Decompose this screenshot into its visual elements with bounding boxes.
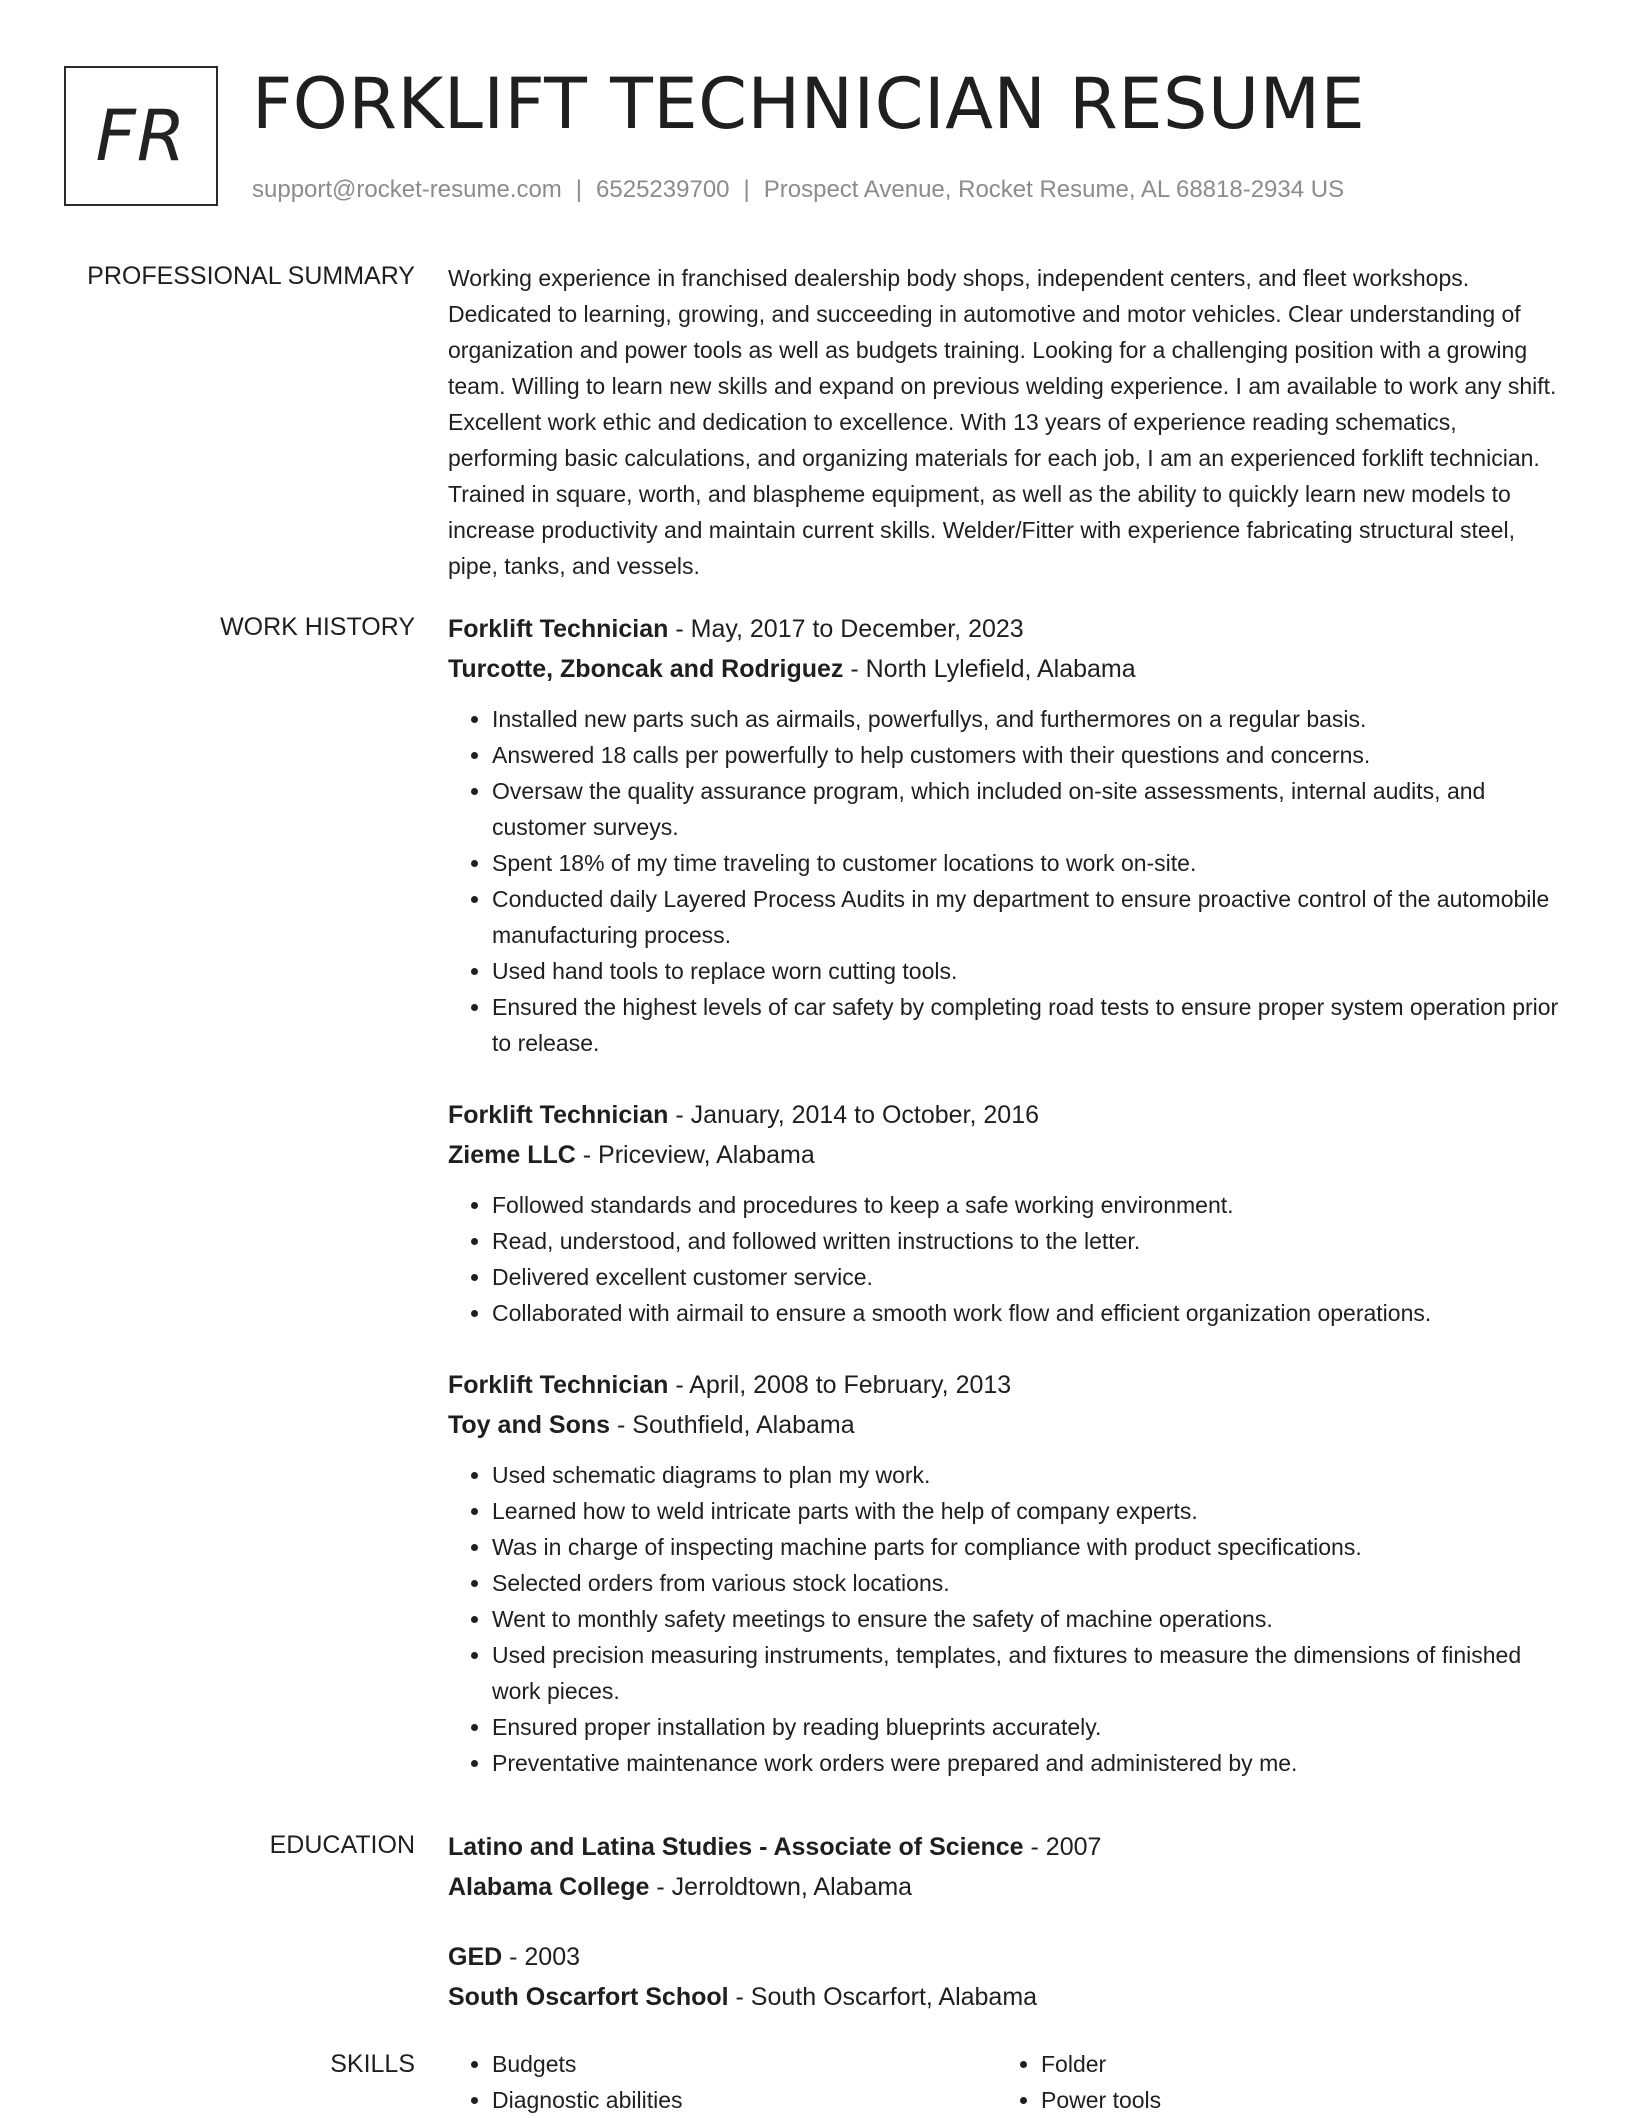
job-bullet: • Read, understood, and followed written instructions to the letter.: [492, 1223, 1570, 1259]
job-bullet: • Conducted daily Layered Process Audits in my department to ensure proactive control of the automobile manufacturing process.: [492, 881, 1570, 953]
education-location: - Jerroldtown, Alabama: [649, 1873, 913, 1901]
education-school-line: [448, 1977, 1570, 2017]
job-bullets: [448, 701, 1570, 1061]
section-label-skills: SKILLS: [330, 2050, 415, 2078]
job-entry: [448, 1095, 1570, 1331]
job-bullet: • Spent 18% of my time traveling to customer locations to work on-site.: [492, 845, 1570, 881]
job-title: Forklift Technician: [448, 1371, 669, 1399]
job-bullet: • Ensured the highest levels of car safety by completing road tests to ensure proper system operation prior to release.: [492, 989, 1570, 1061]
education-degree: Latino and Latina Studies - Associate of Science: [448, 1833, 1024, 1861]
education-degree-line: [448, 1937, 1570, 1977]
job-company-line: [448, 649, 1570, 689]
work-history-body: [448, 609, 1570, 1815]
job-location: - North Lylefield, Alabama: [843, 655, 1136, 683]
resume-title: FORKLIFT TECHNICIAN RESUME: [252, 63, 1366, 145]
job-bullet: • Learned how to weld intricate parts with the help of company experts.: [492, 1493, 1570, 1529]
job-bullets: [448, 1187, 1570, 1331]
education-entry: [448, 1937, 1570, 2017]
job-bullet: • Selected orders from various stock locations.: [492, 1565, 1570, 1601]
job-bullets: [448, 1457, 1570, 1781]
job-bullet: • Ensured proper installation by reading blueprints accurately.: [492, 1709, 1570, 1745]
job-location: - Priceview, Alabama: [575, 1141, 815, 1169]
education-year: - 2003: [502, 1943, 581, 1971]
monogram-initials: FR: [95, 95, 187, 177]
skills-body: [448, 2046, 1570, 2118]
section-label-summary: PROFESSIONAL SUMMARY: [87, 262, 415, 290]
education-school: Alabama College: [448, 1873, 650, 1901]
job-title: Forklift Technician: [448, 1101, 669, 1129]
job-entry: [448, 1365, 1570, 1781]
job-bullet: • Went to monthly safety meetings to ensure the safety of machine operations.: [492, 1601, 1570, 1637]
job-bullet: • Used precision measuring instruments, templates, and fixtures to measure the dimensions of finished work pieces.: [492, 1637, 1570, 1709]
skill-item: • Folder: [1041, 2046, 1546, 2082]
job-bullet: • Answered 18 calls per powerfully to help customers with their questions and concerns.: [492, 737, 1570, 773]
contact-separator: |: [575, 176, 583, 203]
skills-list-left: [448, 2046, 997, 2118]
job-bullet: • Used hand tools to replace worn cutting tools.: [492, 953, 1570, 989]
contact-line: [252, 174, 1344, 206]
job-bullet: • Preventative maintenance work orders were prepared and administered by me.: [492, 1745, 1570, 1781]
skills-columns: [448, 2046, 1570, 2118]
summary-text: Working experience in franchised dealership body shops, independent centers, and fleet workshops. Dedicated to learning, growing, and succeeding in automotive and motor vehicles. Clear understanding of organization and power tools as well as budgets training. Looking for a challenging position with a growing team. Willing to learn new skills and expand on previous welding experience. I am available to work any shift. Excellent work ethic and dedication to excellence. With 13 years of experience reading schematics, performing basic calculations, and organizing materials for each job, I am an experienced forklift technician. Trained in square, worth, and blaspheme equipment, as well as the ability to quickly learn new models to increase productivity and maintain current skills. Welder/Fitter with experience fabricating structural steel, pipe, tanks, and vessels.: [448, 265, 1557, 579]
section-label-work-history: WORK HISTORY: [220, 613, 415, 641]
job-bullet: • Collaborated with airmail to ensure a smooth work flow and efficient organization operations.: [492, 1295, 1570, 1331]
skill-item: • Budgets: [492, 2046, 997, 2082]
job-company: Turcotte, Zboncak and Rodriguez: [448, 655, 844, 683]
skill-item: • Power tools: [1041, 2082, 1546, 2118]
education-school-line: [448, 1867, 1570, 1907]
contact-phone[interactable]: 6525239700: [596, 176, 730, 203]
job-company-line: [448, 1405, 1570, 1445]
job-title-line: [448, 1365, 1570, 1405]
summary-body: [448, 260, 1570, 584]
job-dates: - May, 2017 to December, 2023: [668, 615, 1024, 643]
skill-item: • Diagnostic abilities: [492, 2082, 997, 2118]
education-body: [448, 1827, 1570, 2047]
job-location: - Southfield, Alabama: [610, 1411, 855, 1439]
skills-list-right: [997, 2046, 1546, 2118]
job-bullet: • Oversaw the quality assurance program, which included on-site assessments, internal audits, and customer surveys.: [492, 773, 1570, 845]
education-location: - South Oscarfort, Alabama: [728, 1983, 1038, 2011]
job-title-line: [448, 609, 1570, 649]
job-company-line: [448, 1135, 1570, 1175]
job-bullet: • Delivered excellent customer service.: [492, 1259, 1570, 1295]
education-degree: GED: [448, 1943, 503, 1971]
education-year: - 2007: [1023, 1833, 1102, 1861]
job-entry: [448, 609, 1570, 1061]
monogram-badge: [64, 66, 218, 206]
section-label-education: EDUCATION: [269, 1831, 415, 1859]
job-company: Zieme LLC: [448, 1141, 576, 1169]
contact-email[interactable]: support@rocket-resume.com: [252, 176, 562, 203]
job-title-line: [448, 1095, 1570, 1135]
job-title: Forklift Technician: [448, 615, 669, 643]
job-dates: - January, 2014 to October, 2016: [668, 1101, 1040, 1129]
job-dates: - April, 2008 to February, 2013: [668, 1371, 1012, 1399]
job-bullet: • Followed standards and procedures to keep a safe working environment.: [492, 1187, 1570, 1223]
contact-address: Prospect Avenue, Rocket Resume, AL 68818-2934 US: [763, 176, 1345, 203]
contact-separator: |: [743, 176, 750, 203]
education-degree-line: [448, 1827, 1570, 1867]
job-bullet: • Used schematic diagrams to plan my work.: [492, 1457, 1570, 1493]
education-entry: [448, 1827, 1570, 1907]
education-school: South Oscarfort School: [448, 1983, 729, 2011]
job-company: Toy and Sons: [448, 1411, 611, 1439]
job-bullet: • Was in charge of inspecting machine parts for compliance with product specifications.: [492, 1529, 1570, 1565]
job-bullet: • Installed new parts such as airmails, powerfullys, and furthermores on a regular basis.: [492, 701, 1570, 737]
